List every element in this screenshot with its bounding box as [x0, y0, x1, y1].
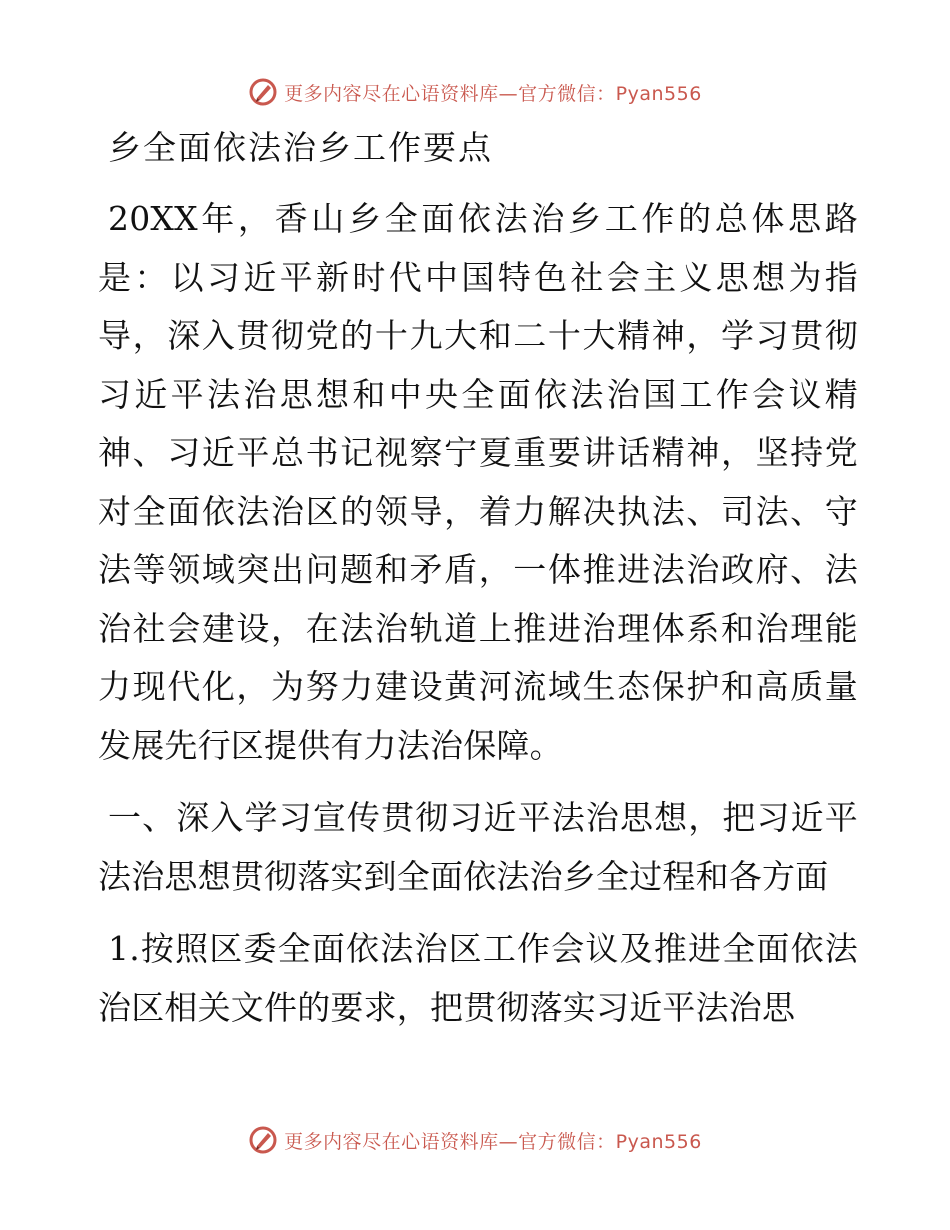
- watermark-text: 更多内容尽在心语资料库—官方微信：Pyan556: [284, 1130, 702, 1153]
- paragraph-section-one: 一、深入学习宣传贯彻习近平法治思想，把习近平法治思想贯彻落实到全面依法治乡全过程和各方面: [98, 798, 858, 896]
- footer-watermark: [0, 1120, 950, 1160]
- header-watermark: [0, 72, 950, 112]
- pen-logo-icon: [248, 77, 278, 107]
- pen-logo-icon: [248, 1125, 278, 1155]
- document-title: 乡全面依法治乡工作要点: [108, 128, 493, 167]
- paragraph-item-one: 1.按照区委全面依法治区工作会议及推进全面依法治区相关文件的要求，把贯彻落实习近平法治思: [98, 929, 858, 1027]
- paragraph-overview: 20XX年，香山乡全面依法治乡工作的总体思路是：以习近平新时代中国特色社会主义思想为指导，深入贯彻党的十九大和二十大精神，学习贯彻习近平法治思想和中央全面依法治国工作会议精神、习近平总书记视察宁夏重要讲话精神，坚持党对全面依法治区的领导，着力解决执法、司法、守法等领域突出问题和矛盾，一体推进法治政府、法治社会建设，在法治轨道上推进治理体系和治理能力现代化，为努力建设黄河流域生态保护和高质量发展先行区提供有力法治保障。: [98, 199, 858, 765]
- watermark-text: 更多内容尽在心语资料库—官方微信：Pyan556: [284, 82, 702, 105]
- document-body: [98, 120, 858, 1051]
